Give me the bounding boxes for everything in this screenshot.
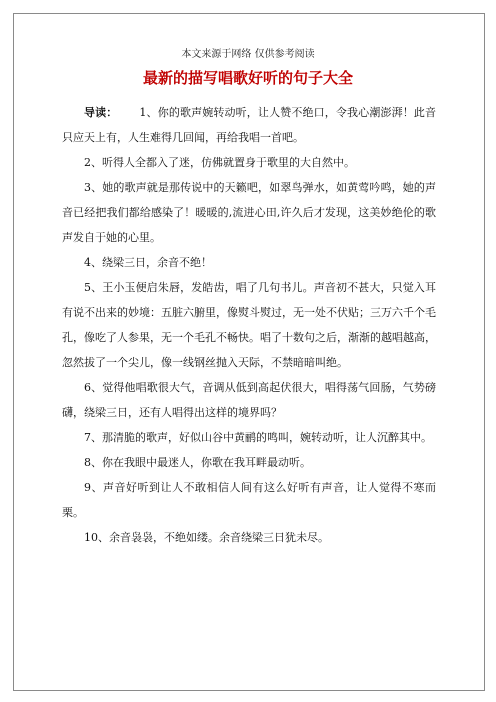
list-item: 7、那清脆的歌声，好似山谷中黄鹂的鸣叫，婉转动听，让人沉醉其中。 [84, 431, 432, 444]
lead-text: 1、你的歌声婉转动听，让人赞不绝口，令我心潮澎湃！此音只应天上有，人生难得几回闻，再给我唱一首吧。 [62, 106, 437, 144]
lead-label: 导读： [84, 106, 118, 119]
list-item: 8、你在我眼中最迷人，你歌在我耳畔最动听。 [84, 456, 311, 469]
list-item: 6、觉得他唱歌很大气，音调从低到高起伏很大，唱得荡气回肠，气势磅礴，绕梁三日，还有人唱得出这样的境界吗？ [62, 381, 436, 419]
list-item: 9、声音好听到让人不敢相信人间有这么好听有声音，让人觉得不寒而栗。 [62, 481, 436, 519]
list-item: 5、王小玉便启朱唇，发皓齿，唱了几句书儿。声音初不甚大，只觉入耳有说不出来的妙境：五脏六腑里，像熨斗熨过，无一处不伏贴；三万六千个毛孔，像吃了人参果，无一个毛孔不畅快。唱了十数句之后，渐渐的越唱越高，忽然拔了一个尖儿，像一线钢丝抛入天际，不禁暗暗叫绝。 [62, 281, 436, 369]
list-item: 4、绕梁三日，余音不绝！ [84, 256, 212, 269]
list-item: 2、听得人全都入了迷，仿佛就置身于歌里的大自然中。 [84, 156, 355, 169]
lead-paragraph [62, 100, 436, 150]
source-note: 本文来源于网络 仅供参考阅读 [181, 49, 315, 60]
document-title: 最新的描写唱歌好听的句子大全 [142, 69, 353, 87]
list-item: 10、余音袅袅，不绝如缕。余音绕梁三日犹未尽。 [84, 531, 329, 544]
list-item: 3、她的歌声就是那传说中的天籁吧，如翠鸟弹水，如黄莺吟鸣，她的声音已经把我们都给感染了！暖暖的,流进心田,许久后才发现，这美妙绝伦的歌声发自于她的心里。 [62, 181, 436, 244]
document-body [62, 100, 436, 550]
